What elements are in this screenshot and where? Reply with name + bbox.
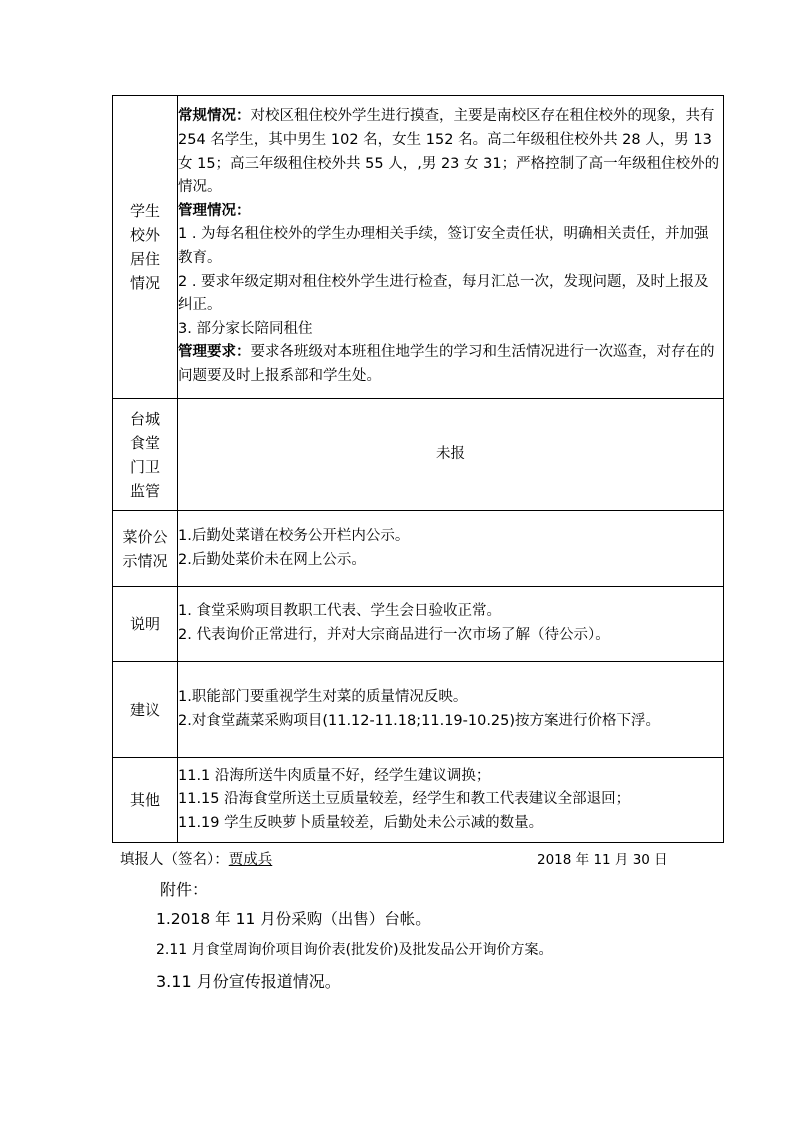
content-paragraph [178, 105, 723, 199]
content-paragraph [178, 341, 723, 388]
content-paragraph: 2.对食堂蔬菜采购项目(11.12-11.18;11.19-10.25)按方案进行价格下浮。 [178, 712, 661, 729]
section-heading: 管理情况： [178, 202, 251, 219]
section-heading: 常规情况： [178, 108, 251, 125]
attachments-list [156, 904, 553, 997]
content-paragraph: 11.19 学生反映萝卜质量较差，后勤处未公示减的数量。 [178, 814, 544, 831]
row-content [178, 758, 724, 843]
table-row [113, 511, 724, 587]
table-row [113, 662, 724, 758]
row-label [113, 399, 178, 511]
content-paragraph [178, 223, 723, 270]
content-paragraph: 1. 食堂采购项目教职工代表、学生会日验收正常。 [178, 603, 501, 620]
row-label-text: 菜价公示情况 [122, 527, 168, 570]
attachment-item: 3.11 月份宣传报道情况。 [156, 972, 341, 991]
paragraph-text: 2 . 要求年级定期对租住校外学生进行检查，每月汇总一次，发现问题，及时上报及纠正。 [178, 273, 709, 314]
row-content [178, 399, 724, 511]
reporter-line [120, 849, 272, 871]
row-label-text: 其他 [129, 791, 160, 809]
content-paragraph [178, 271, 723, 318]
table-row [113, 399, 724, 511]
paragraph-text: 对校区租住校外学生进行摸查，主要是南校区存在租住校外的现象，共有 254 名学生，其中男生 102 名，女生 152 名。高二年级租住校外共 28 人，男 13 女 15；高三年级租住校外共 55 人，,男 23 女 31；严格控制了高一年级租住校外的情况。 [178, 108, 720, 196]
row-content [178, 511, 724, 587]
attachment-item: 2.11 月食堂周询价项目询价表(批发价)及批发品公开询价方案。 [156, 942, 553, 958]
attachments-title: 附件： [160, 880, 209, 899]
reporter-name: 贾成兵 [228, 852, 273, 868]
row-label-text: 学生校外居住情况 [129, 202, 160, 292]
attachment-item: 1.2018 年 11 月份采购（出售）台帐。 [156, 910, 431, 928]
content-paragraph: 1.职能部门要重视学生对菜的质量情况反映。 [178, 688, 468, 705]
content-paragraph [178, 318, 723, 342]
row-content [178, 587, 724, 662]
row-label [113, 758, 178, 843]
reporter-label: 填报人（签名）： [120, 852, 229, 868]
paragraph-text: 1 . 为每名租住校外的学生办理相关手续，签订安全责任状，明确相关责任，并加强教育。 [178, 226, 709, 266]
row-label [113, 662, 178, 758]
row-label [113, 96, 178, 399]
report-date: 2018 年 11 月 30 日 [537, 852, 668, 868]
table-row [113, 758, 724, 843]
row-label [113, 587, 178, 662]
row-label-text: 台城食堂门卫监管 [129, 409, 160, 500]
content-paragraph: 11.1 沿海所送牛肉质量不好，经学生建议调换； [178, 767, 491, 784]
row-label-text: 说明 [129, 615, 160, 633]
content-paragraph [178, 200, 723, 224]
row-label-text: 建议 [129, 700, 160, 719]
paragraph-text: 要求各班级对本班租住地学生的学习和生活情况进行一次巡查，对存在的问题要及时上报系部和学生处。 [178, 344, 715, 384]
table-row [113, 96, 724, 399]
row-label [113, 511, 178, 587]
paragraph-text: 3. 部分家长陪同租住 [178, 320, 313, 337]
section-heading: 管理要求： [178, 344, 251, 361]
content-paragraph: 1.后勤处菜谱在校务公开栏内公示。 [178, 527, 410, 544]
content-paragraph: 2.后勤处菜价未在网上公示。 [178, 551, 366, 568]
report-table [112, 95, 724, 843]
row-content [178, 96, 724, 399]
content-paragraph: 11.15 沿海食堂所送土豆质量较差，经学生和教工代表建议全部退回； [178, 791, 631, 808]
paragraph-text: 未报 [436, 445, 465, 462]
table-row [113, 587, 724, 662]
content-paragraph: 2. 代表询价正常进行，并对大宗商品进行一次市场了解（待公示）。 [178, 627, 610, 643]
row-content [178, 662, 724, 758]
